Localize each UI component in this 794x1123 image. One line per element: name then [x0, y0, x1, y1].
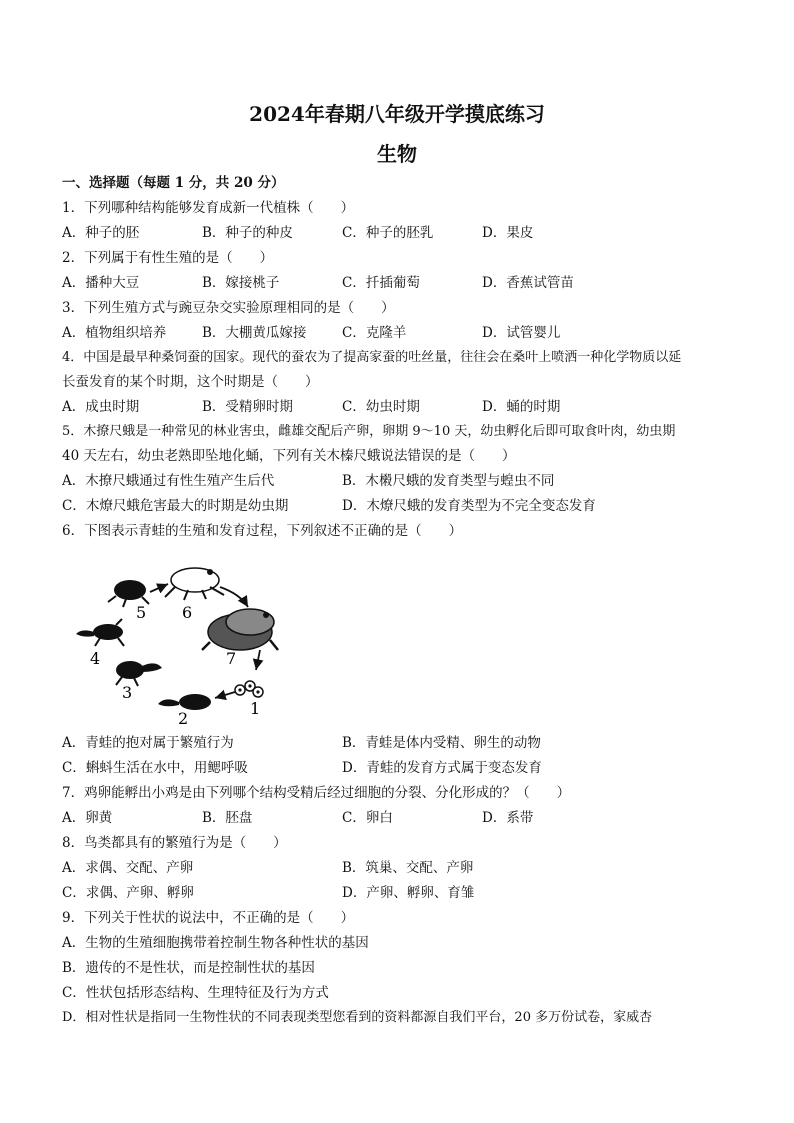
figure-label-5: 5 [136, 603, 147, 622]
q7-option-b: B．胚盘 [202, 810, 253, 826]
q2-option-c: C．扦插葡萄 [342, 275, 420, 291]
q5-option-a: A．木撩尺蛾通过有性生殖产生后代 [62, 473, 275, 489]
subject-title: 生物 [377, 142, 417, 166]
figure-label-3: 3 [122, 683, 133, 702]
q1-option-b: B．种子的种皮 [202, 225, 293, 241]
q2-option-b: B．嫁接桃子 [202, 275, 280, 291]
q9-option-c: C．性状包括形态结构、生理特征及行为方式 [62, 985, 329, 1001]
figure-label-1: 1 [250, 699, 261, 718]
question-8-stem: 8．鸟类都具有的繁殖行为是（ ） [62, 835, 287, 851]
q6-option-a: A．青蛙的抱对属于繁殖行为 [62, 735, 234, 751]
q4-option-b: B．受精卵时期 [202, 399, 293, 415]
question-1-stem: 1．下列哪种结构能够发育成新一代植株（ ） [62, 200, 355, 216]
question-9-stem: 9．下列关于性状的说法中，不正确的是（ ） [62, 910, 355, 926]
tadpole-four-legs-icon [76, 619, 124, 646]
q1-option-d: D．果皮 [482, 225, 534, 241]
q5-option-d: D．木燎尺蛾的发育类型为不完全变态发育 [342, 498, 596, 514]
cycle-arrow [150, 584, 168, 592]
figure-label-6: 6 [182, 603, 193, 622]
q4-option-c: C．幼虫时期 [342, 399, 420, 415]
q8-option-a: A．求偶、交配、产卵 [62, 860, 194, 876]
q8-option-c: C．求偶、产卵、孵卵 [62, 885, 194, 901]
q6-option-d: D．青蛙的发育方式属于变态发育 [342, 760, 542, 776]
cycle-arrow [220, 587, 248, 607]
q1-option-a: A．种子的胚 [62, 225, 140, 241]
q3-option-a: A．植物组织培养 [62, 325, 167, 341]
q1-option-c: C．种子的胚乳 [342, 225, 434, 241]
question-4-stem-line1: 4．中国是最早种桑饲蚕的国家。现代的蚕农为了提高家蚕的吐丝量，往往会在桑叶上喷洒一种化学物质以延 [62, 350, 682, 365]
question-5-stem-line2: 40 天左右，幼虫老熟即坠地化蛹，下列有关木榛尺蛾说法错误的是（ ） [62, 448, 516, 464]
q4-option-d: D．蛹的时期 [482, 399, 561, 415]
cycle-arrow [215, 692, 235, 698]
tadpole-icon [158, 694, 211, 710]
q2-option-a: A．播种大豆 [62, 275, 140, 291]
q3-option-d: D．试管婴儿 [482, 325, 561, 341]
q6-option-c: C．蝌蚪生活在水中，用鳃呼吸 [62, 760, 248, 776]
q7-option-c: C．卵白 [342, 810, 393, 826]
q6-option-b: B．青蛙是体内受精、卵生的动物 [342, 735, 541, 751]
cycle-arrow [256, 650, 260, 670]
q3-option-c: C．克隆羊 [342, 325, 407, 341]
q2-option-d: D．香蕉试管苗 [482, 275, 574, 291]
section-heading: 一、选择题（每题 1 分，共 20 分） [62, 175, 285, 191]
frog-eggs-icon [235, 681, 263, 697]
question-2-stem: 2．下列属于有性生殖的是（ ） [62, 250, 274, 266]
figure-label-4: 4 [90, 649, 101, 668]
figure-label-2: 2 [178, 709, 189, 727]
young-frog-icon [165, 568, 224, 600]
q9-option-a: A．生物的生殖细胞携带着控制生物各种性状的基因 [62, 935, 369, 951]
adult-frogs-icon [202, 609, 278, 650]
q9-option-b: B．遗传的不是性状，而是控制性状的基因 [62, 960, 315, 976]
question-3-stem: 3．下列生殖方式与豌豆杂交实验原理相同的是（ ） [62, 300, 395, 316]
figure-label-7: 7 [226, 649, 237, 668]
q8-option-b: B．筑巢、交配、产卵 [342, 860, 474, 876]
q3-option-b: B．大棚黄瓜嫁接 [202, 325, 307, 341]
q5-option-c: C．木燎尺蛾危害最大的时期是幼虫期 [62, 498, 289, 514]
question-6-stem: 6．下图表示青蛙的生殖和发育过程，下列叙述不正确的是（ ） [62, 523, 463, 539]
exam-title: 2024年春期八年级开学摸底练习 [249, 102, 545, 126]
q5-option-b: B．木樧尺蛾的发育类型与蝗虫不同 [342, 473, 555, 489]
q7-option-a: A．卵黄 [62, 810, 113, 826]
q9-option-d: D．相对性状是指同一生物性状的不同表现类型您看到的资料都源自我们平台，20 多万份试卷，家威杏 [62, 1010, 653, 1025]
q7-option-d: D．系带 [482, 810, 534, 826]
q8-option-d: D．产卵、孵卵、育雏 [342, 885, 475, 901]
question-5-stem-line1: 5．木撩尺蛾是一种常见的林业害虫，雌雄交配后产卵，卵期 9～10 天，幼虫孵化后即可取食叶肉，幼虫期 [62, 424, 676, 439]
frog-life-cycle-figure [70, 552, 280, 727]
question-7-stem: 7．鸡卵能孵出小鸡是由下列哪个结构受精后经过细胞的分裂、分化形成的？（ ） [62, 785, 571, 801]
question-4-stem-line2: 长蚕发育的某个时期，这个时期是（ ） [62, 374, 319, 390]
q4-option-a: A．成虫时期 [62, 399, 140, 415]
